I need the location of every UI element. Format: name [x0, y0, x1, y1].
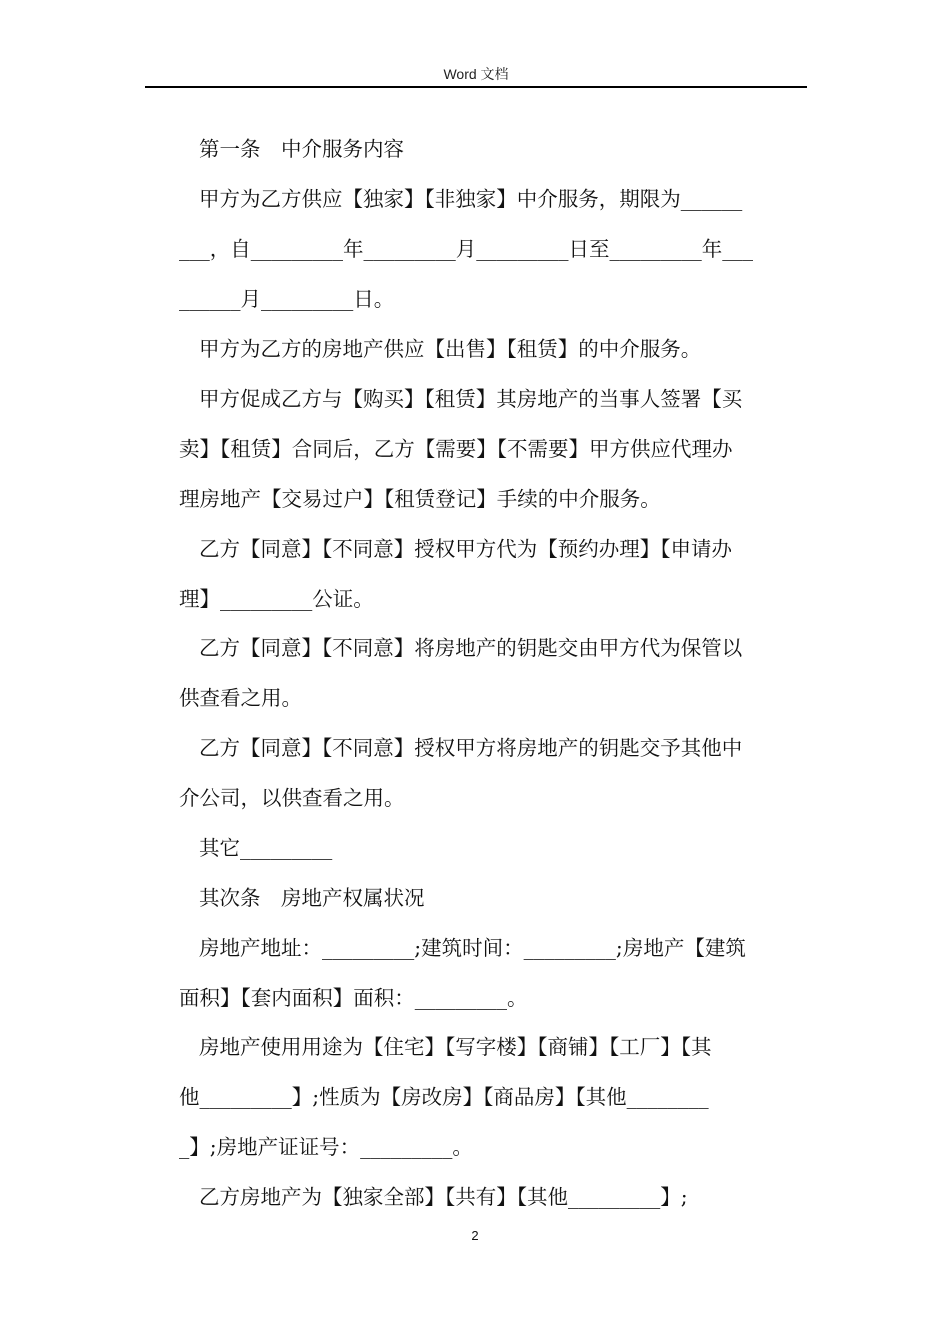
paragraph-line: 卖】【租赁】合同后，乙方【需要】【不需要】甲方供应代理办 [179, 437, 733, 461]
header-rule [145, 86, 807, 88]
paragraph-line: 乙方【同意】【不同意】授权甲方代为【预约办理】【申请办 [199, 537, 732, 561]
paragraph-line: _】;房地产证证号：_________。 [179, 1135, 473, 1159]
paragraph-line: 房地产使用用途为【住宅】【写字楼】【商铺】【工厂】【其 [199, 1035, 712, 1059]
paragraph-line: 乙方【同意】【不同意】授权甲方将房地产的钥匙交予其他中 [199, 736, 743, 760]
paragraph-line: 理房地产【交易过户】【租赁登记】手续的中介服务。 [179, 487, 661, 511]
paragraph-line: 乙方【同意】【不同意】将房地产的钥匙交由甲方代为保管以 [199, 636, 743, 660]
paragraph-line: 甲方为乙方的房地产供应【出售】【租赁】的中介服务。 [199, 337, 702, 361]
header-title: Word 文档 [443, 66, 509, 82]
paragraph-line: 理】_________公证。 [179, 587, 374, 611]
paragraph-line: 介公司，以供查看之用。 [179, 786, 405, 810]
paragraph-line: 乙方房地产为【独家全部】【共有】【其他_________】; [199, 1185, 688, 1209]
section-heading: 其次条 房地产权属状况 [199, 886, 425, 910]
paragraph-line: 甲方为乙方供应【独家】【非独家】中介服务，期限为______ [199, 187, 743, 211]
paragraph-line: 他_________】;性质为【房改房】【商品房】【其他________ [179, 1085, 709, 1109]
paragraph-line: 供查看之用。 [179, 686, 302, 710]
paragraph-line: 面积】【套内面积】面积：_________。 [179, 986, 528, 1010]
paragraph-line: ______月_________日。 [179, 287, 395, 311]
page-number: 2 [471, 1228, 479, 1243]
paragraph-line: 其它_________ [199, 836, 333, 860]
paragraph-line: 房地产地址：_________;建筑时间：_________;房地产【建筑 [199, 936, 746, 960]
paragraph-line: 甲方促成乙方与【购买】【租赁】其房地产的当事人签署【买 [199, 387, 743, 411]
paragraph-line: ___，自_________年_________月_________日至_________年___ [179, 237, 753, 261]
section-heading: 第一条 中介服务内容 [199, 137, 404, 161]
